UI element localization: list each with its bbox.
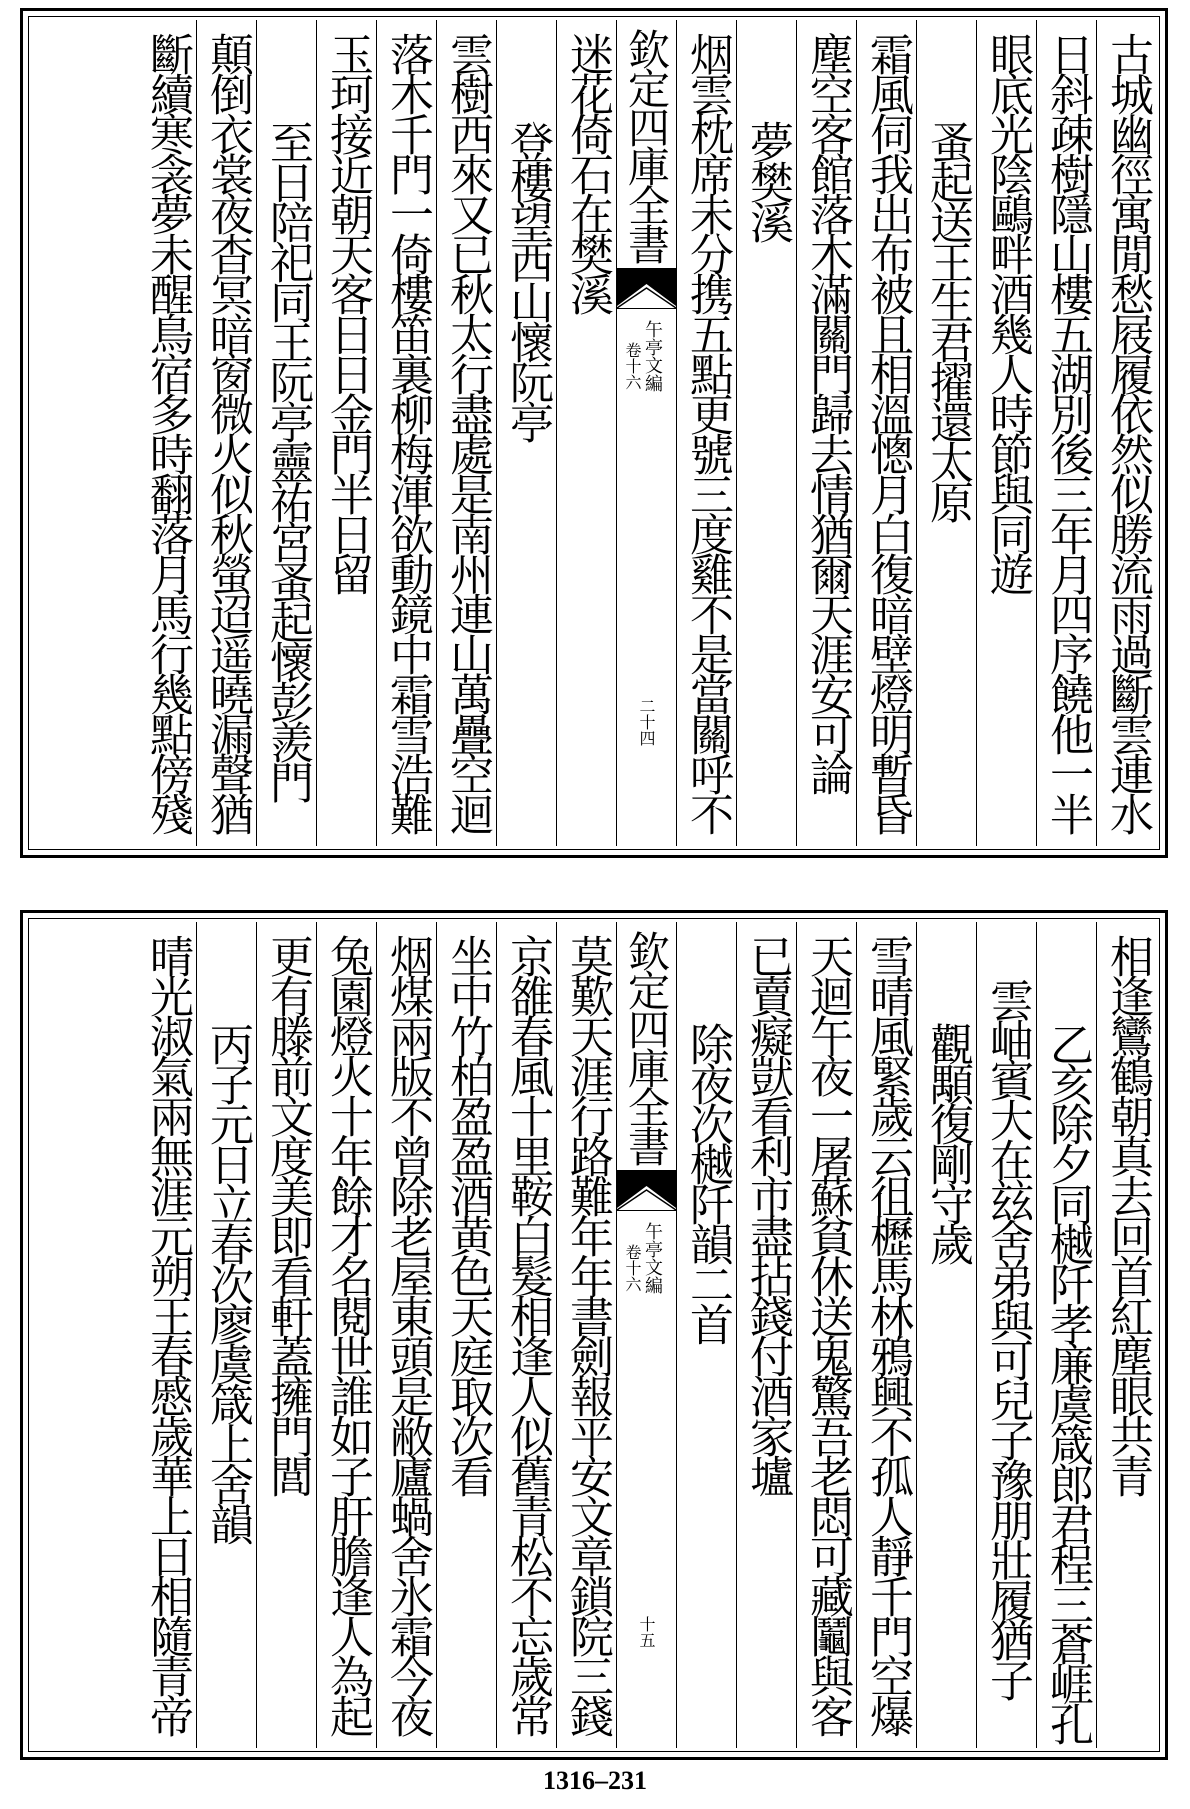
gutter-divider <box>617 1210 676 1211</box>
text-column: 京雒春風十里鞍白髮相逢人似舊青松不忘歲常 <box>496 922 556 1748</box>
gutter-divider <box>617 308 676 309</box>
fish-tail-mark-icon <box>617 1170 676 1210</box>
center-gutter <box>616 20 676 846</box>
bottom-page <box>20 910 1168 1760</box>
text-column: 相逢鸞鶴朝真去回首紅塵眼共青 <box>1096 922 1156 1748</box>
poem-title-column: 登樓望西山懷阮亭 <box>496 20 556 846</box>
text-column: 烟雲枕席未分携五點更號三度雞不是當關呼不 <box>676 20 736 846</box>
text-column: 眼底光陰鷗畔酒幾人時節與同遊 <box>976 20 1036 846</box>
text-column: 莫歎天涯行路難年年書劍報平安文章鎖院三錢 <box>556 922 616 1748</box>
text-column: 落木千門一倚樓笛裏柳梅渾欲動鏡中霜雪浩難 <box>376 20 436 846</box>
top-page <box>20 8 1168 858</box>
poem-title-column: 丙子元日立春次廖虞箴上舍韻 <box>196 922 256 1748</box>
text-column: 玉珂接近朝天客日日金門半日留 <box>316 20 376 846</box>
text-column: 斷續寒衾夢未醒鳥宿多時翻落月馬行幾點傍殘 <box>142 32 193 832</box>
gutter-folio: 二十四 <box>637 698 656 746</box>
gutter-book-name: 午亭文編 <box>642 320 663 392</box>
poem-title-column: 蚤起送王生君擢還太原 <box>916 20 976 846</box>
poem-title-column: 觀顒復剛守歲 <box>916 922 976 1748</box>
text-column: 更有滕前文度美即看軒蓋擁門閭 <box>256 922 316 1748</box>
text-column: 古城幽徑寓閒愁屐履依然似勝流雨過斷雲連水 <box>1096 20 1156 846</box>
gutter-title: 欽定四庫全書 <box>622 930 671 1164</box>
text-column: 日斜疎樹隱山樓五湖別後三年月四序饒他一半 <box>1036 20 1096 846</box>
gutter-juan: 卷十六 <box>623 342 642 390</box>
text-column: 顛倒衣裳夜杳冥暗窗微火似秋螢迢遥曉漏聲猶 <box>196 20 256 846</box>
text-column: 雪晴風緊歲云徂櫪馬林鴉興不孤人靜千門空爆 <box>856 922 916 1748</box>
gutter-folio: 十五 <box>637 1616 656 1648</box>
poem-title-column: 至日陪祀同王阮亭靈祐宮蚤起懷彭羨門 <box>256 20 316 846</box>
poem-title-column: 除夜次樾阡韻二首 <box>676 922 736 1748</box>
gutter-book-name: 午亭文編 <box>642 1222 663 1294</box>
poem-title-column: 夢樊溪 <box>736 20 796 846</box>
page-number: 1316–231 <box>543 1766 647 1795</box>
center-gutter <box>616 922 676 1748</box>
text-column: 已賣癡獃看利市盡拈錢付酒家壚 <box>736 922 796 1748</box>
poem-title-column: 雲岫賓大在玆舍弟與可兒子豫朋壯履猶子 <box>976 922 1036 1748</box>
text-column: 晴光淑氣兩無涯元朔王春慼歲華上日相隨青帝 <box>142 934 193 1734</box>
fish-tail-mark-icon <box>617 268 676 308</box>
top-page-columns <box>32 20 1156 846</box>
text-column: 塵空客館落木滿關門歸去情猶爾天涯安可論 <box>796 20 856 846</box>
text-column: 迷花倚石在樊溪 <box>556 20 616 846</box>
text-column: 雲樹西來又已秋太行盡處是南州連山萬疊空迴 <box>436 20 496 846</box>
text-column: 天迴午夜一屠蘇貧休送鬼驚吾老悶可藏鬮與客 <box>796 922 856 1748</box>
gutter-juan: 卷十六 <box>623 1244 642 1292</box>
text-column: 坐中竹柏盈盈酒黄色天庭取次看 <box>436 922 496 1748</box>
bottom-page-columns <box>32 922 1156 1748</box>
poem-title-column: 乙亥除夕同樾阡孝廉虞箴郎君程三蒼崕孔 <box>1036 922 1096 1748</box>
text-column: 烟煤兩版不曾除老屋東頭是敝廬蝸舍氷霜今夜 <box>376 922 436 1748</box>
text-column: 兔園燈火十年餘才名閱世誰如子肝膽逢人為起 <box>316 922 376 1748</box>
text-column: 霜風伺我出布被且相溫憁月白復暗壁燈明暫昏 <box>856 20 916 846</box>
gutter-title: 欽定四庫全書 <box>622 28 671 262</box>
